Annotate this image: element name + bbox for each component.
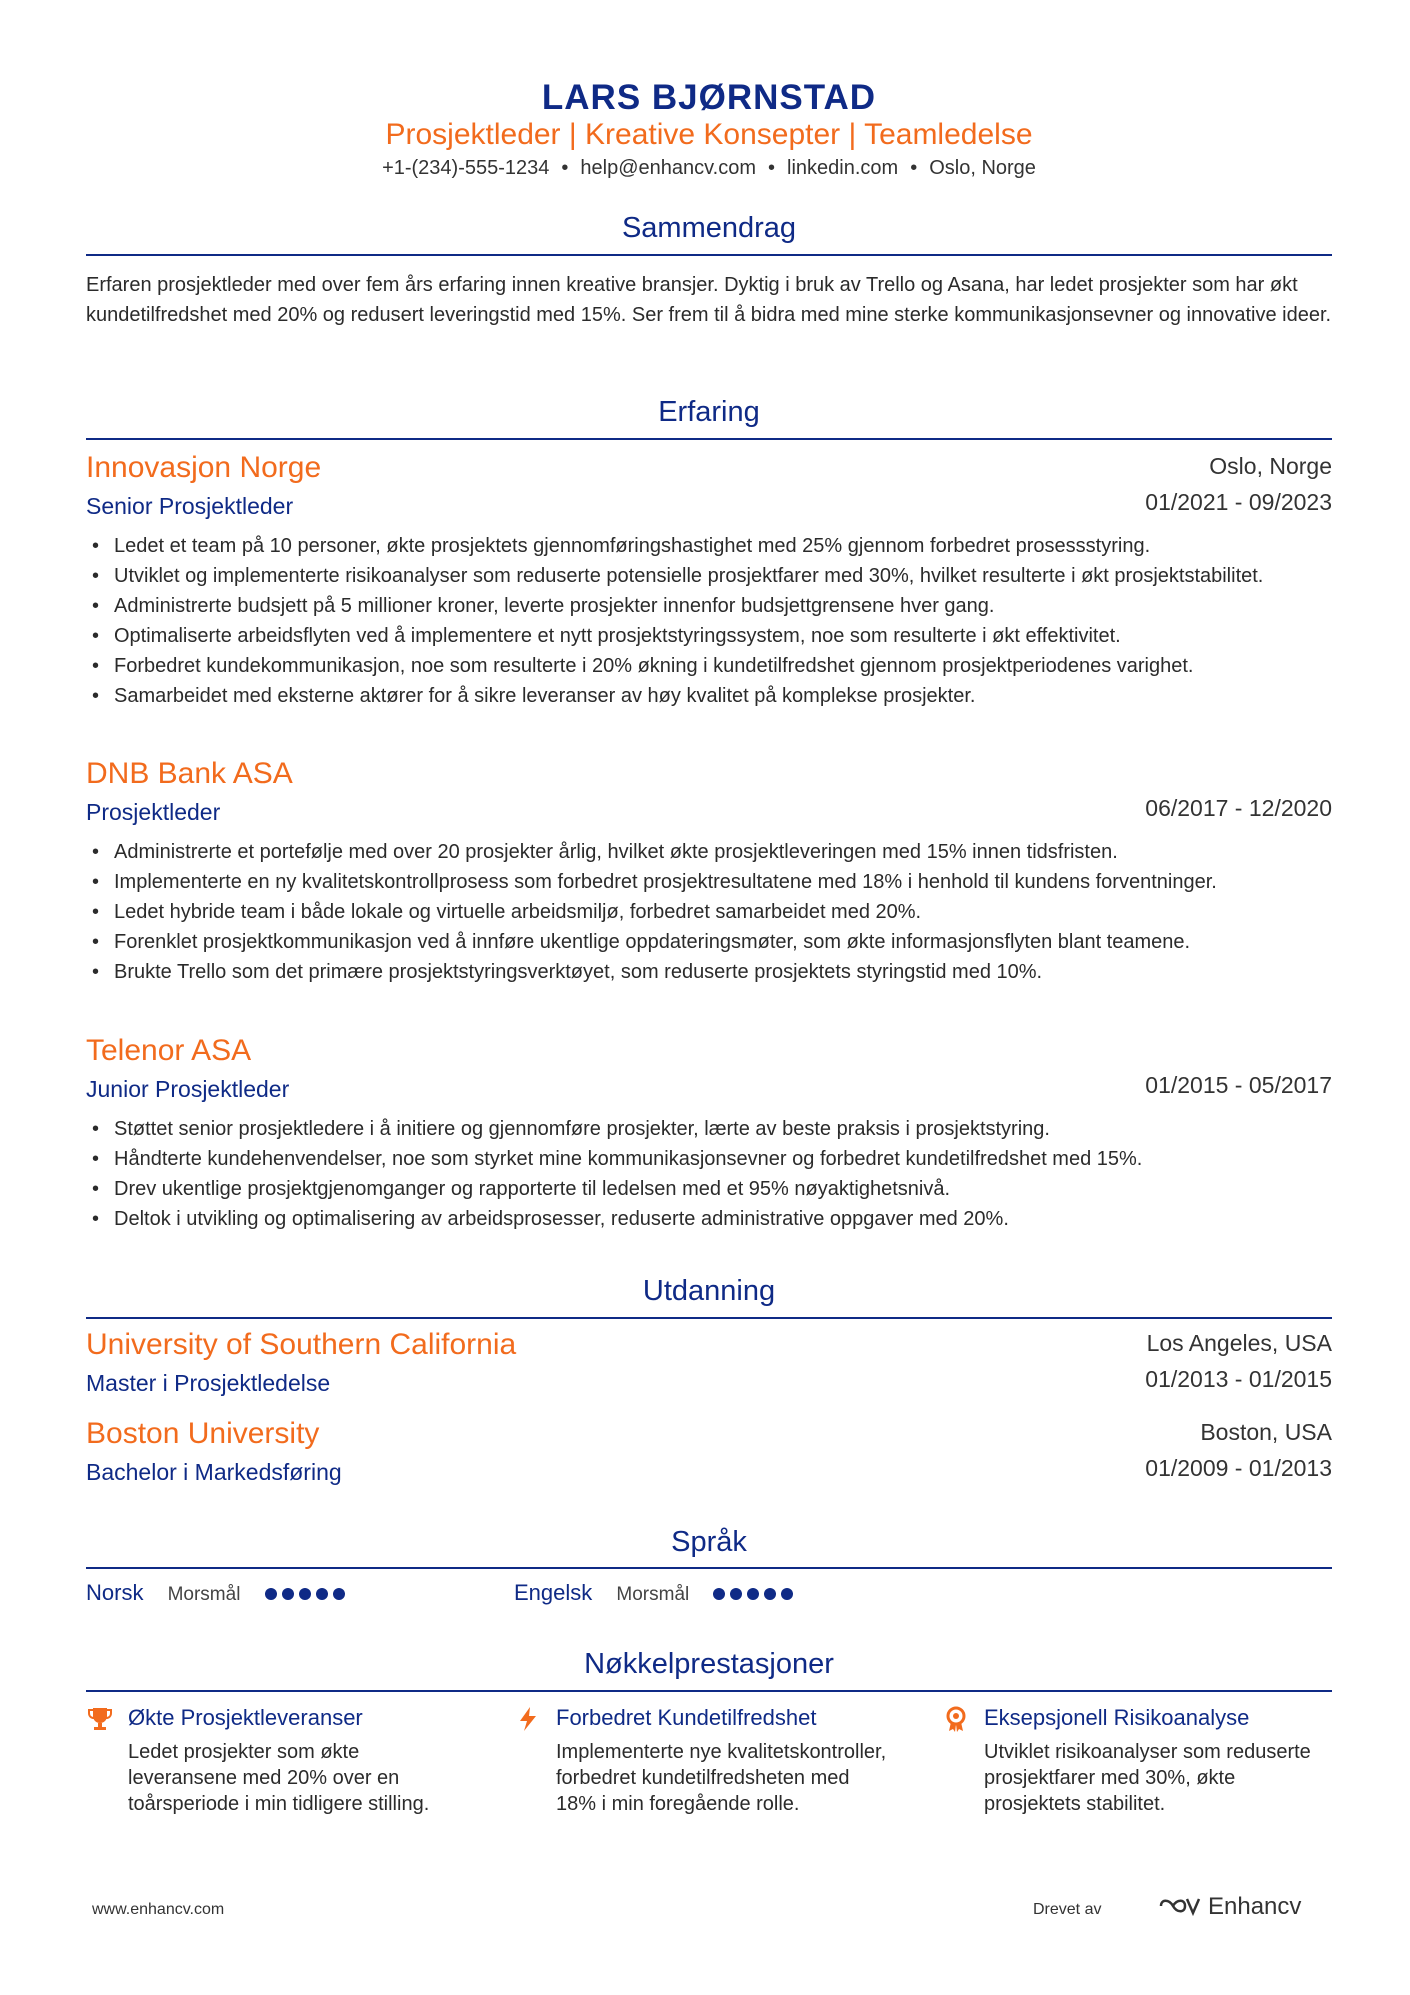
experience-entry — [86, 449, 1332, 711]
language-name: Norsk — [86, 1580, 144, 1605]
bullet-item: • Ledet et team på 10 personer, økte prosjektets gjennomføringshastighet med 25% gjennom forbedret prosessstyring. — [114, 531, 1332, 561]
bullet-item: • Forenklet prosjektkommunikasjon ved å innføre ukentlige oppdateringsmøter, som økte informasjonsflyten blant teamene. — [114, 927, 1332, 957]
section-divider — [86, 1317, 1332, 1319]
contact-line — [86, 157, 1332, 180]
bullet-item: • Støttet senior prosjektledere i å initiere og gjennomføre prosjekter, lærte av beste praksis i prosjektstyring. — [114, 1114, 1332, 1144]
job-dates: 01/2021 - 09/2023 — [1145, 489, 1332, 515]
bullet-item: • Brukte Trello som det primære prosjektstyringsverktøyet, som reduserte prosjektets styringstid med 10%. — [114, 957, 1332, 987]
email-link[interactable]: help@enhancv.com — [580, 157, 757, 179]
school-name: Boston University — [86, 1417, 320, 1450]
company-name: Telenor ASA — [86, 1034, 252, 1067]
education-entry — [86, 1415, 1332, 1491]
achievement-title: Forbedret Kundetilfredshet — [556, 1705, 817, 1730]
proficiency-dot — [764, 1588, 776, 1600]
achievement-title: Økte Prosjektleveranser — [128, 1705, 363, 1730]
language-item — [86, 1580, 350, 1606]
section-divider — [86, 254, 1332, 256]
section-title-languages: Språk — [671, 1526, 747, 1558]
achievement-item — [86, 1703, 466, 1817]
proficiency-dot — [781, 1588, 793, 1600]
achievement-desc: Utviklet risikoanalyser som reduserte prosjektfarer med 30%, økte prosjektets stabilitet. — [984, 1741, 1311, 1815]
lightning-icon — [514, 1705, 542, 1733]
trophy-icon — [86, 1705, 114, 1733]
proficiency-dot — [299, 1588, 311, 1600]
bullet-item: • Utviklet og implementerte risikoanalyser som reduserte potensielle prosjektfarer med 30%, hvilket resulterte i økt prosjektstabilitet. — [114, 561, 1332, 591]
proficiency-dot — [333, 1588, 345, 1600]
job-dates: 01/2015 - 05/2017 — [1145, 1072, 1332, 1098]
section-title-experience: Erfaring — [658, 396, 760, 428]
bullet-item: • Administrerte budsjett på 5 millioner kroner, leverte prosjekter innenfor budsjettgrensene hver gang. — [114, 591, 1332, 621]
school-location: Boston, USA — [1200, 1419, 1332, 1445]
job-dates: 06/2017 - 12/2020 — [1145, 795, 1332, 821]
location: Oslo, Norge — [929, 157, 1036, 179]
section-title-education: Utdanning — [642, 1275, 776, 1307]
proficiency-dot — [282, 1588, 294, 1600]
achievement-item — [514, 1703, 894, 1817]
proficiency-dot — [747, 1588, 759, 1600]
bullet-item: • Ledet hybride team i både lokale og virtuelle arbeidsmiljø, forbedret samarbeidet med 20%. — [114, 897, 1332, 927]
bullet-item: • Implementerte en ny kvalitetskontrollprosess som forbedret prosjektresultatene med 18% i henhold til kundens forventninger. — [114, 867, 1332, 897]
education-entry — [86, 1326, 1332, 1402]
section-title-achievements: Nøkkelprestasjoner — [584, 1648, 834, 1680]
proficiency-dot — [265, 1588, 277, 1600]
footer-brand[interactable]: Enhancv — [1208, 1893, 1302, 1920]
proficiency-dot — [713, 1588, 725, 1600]
tagline: Prosjektleder | Kreative Konsepter | Teamledelse — [385, 118, 1033, 151]
bullet-item: • Håndterte kundehenvendelser, noe som styrket mine kommunikasjonsevner og forbedret kundetilfredshet med 15%. — [114, 1144, 1332, 1174]
experience-entry — [86, 1032, 1332, 1234]
education-dates: 01/2013 - 01/2015 — [1145, 1366, 1332, 1392]
proficiency-dot — [316, 1588, 328, 1600]
bullet-item: • Administrerte et portefølje med over 20 prosjekter årlig, hvilket økte prosjektleveringen med 15% innen tidsfristen. — [114, 837, 1332, 867]
degree: Bachelor i Markedsføring — [86, 1459, 342, 1485]
achievement-title: Eksepsjonell Risikoanalyse — [984, 1705, 1250, 1730]
school-name: University of Southern California — [86, 1328, 517, 1361]
company-name: DNB Bank ASA — [86, 757, 293, 790]
language-level: Morsmål — [167, 1584, 241, 1605]
enhancv-logo-icon — [1157, 1893, 1201, 1919]
section-title-summary: Sammendrag — [621, 212, 797, 244]
bullet-item: • Samarbeidet med eksterne aktører for å sikre leveranser av høy kvalitet på komplekse prosjekter. — [114, 681, 1332, 711]
section-divider — [86, 1690, 1332, 1692]
separator: • — [561, 157, 569, 179]
company-name: Innovasjon Norge — [86, 451, 322, 484]
bullet-list — [86, 531, 1332, 711]
phone: +1-(234)-555-1234 — [382, 157, 550, 179]
achievement-item — [942, 1703, 1322, 1817]
education-dates: 01/2009 - 01/2013 — [1145, 1455, 1332, 1481]
footer-website[interactable]: www.enhancv.com — [92, 1901, 225, 1918]
linkedin-link[interactable]: linkedin.com — [787, 157, 899, 179]
bullet-item: • Deltok i utvikling og optimalisering av arbeidsprosesser, reduserte administrative oppgaver med 20%. — [114, 1204, 1332, 1234]
proficiency-dots — [265, 1580, 350, 1606]
school-location: Los Angeles, USA — [1146, 1330, 1332, 1356]
separator: • — [768, 157, 776, 179]
summary-text: Erfaren prosjektleder med over fem års erfaring innen kreative bransjer. Dyktig i bruk av Trello og Asana, har ledet prosjekter som har økt kundetilfredshet med 20% og redusert leveringstid med 15%. Ser frem til å bidra med mine sterke kommunikasjonsevner og innovative ideer. — [86, 274, 1332, 326]
language-item — [514, 1580, 798, 1606]
achievement-desc: Ledet prosjekter som økte leveransene med 20% over en toårsperiode i min tidligere stilling. — [128, 1741, 430, 1815]
achievement-desc: Implementerte nye kvalitetskontroller, forbedret kundetilfredsheten med 18% i min foregående rolle. — [556, 1741, 887, 1815]
bullet-item: • Drev ukentlige prosjektgjenomganger og rapporterte til ledelsen med et 95% nøyaktighetsnivå. — [114, 1174, 1332, 1204]
language-level: Morsmål — [616, 1584, 690, 1605]
job-role: Prosjektleder — [86, 799, 221, 825]
footer-powered-by: Drevet av — [1033, 1901, 1102, 1918]
job-role: Senior Prosjektleder — [86, 493, 294, 519]
proficiency-dot — [730, 1588, 742, 1600]
candidate-name: LARS BJØRNSTAD — [541, 78, 877, 117]
bullet-item: • Optimaliserte arbeidsflyten ved å implementere et nytt prosjektstyringssystem, noe som resulterte i økt effektivitet. — [114, 621, 1332, 651]
bullet-item: • Forbedret kundekommunikasjon, noe som resulterte i 20% økning i kundetilfredshet gjennom prosjektperiodenes varighet. — [114, 651, 1332, 681]
section-divider — [86, 1567, 1332, 1569]
award-icon — [942, 1705, 970, 1733]
section-divider — [86, 438, 1332, 440]
bullet-list — [86, 837, 1332, 987]
job-role: Junior Prosjektleder — [86, 1076, 290, 1102]
degree: Master i Prosjektledelse — [86, 1370, 331, 1396]
bullet-list — [86, 1114, 1332, 1234]
job-location: Oslo, Norge — [1209, 453, 1332, 479]
proficiency-dots — [713, 1580, 798, 1606]
experience-entry — [86, 755, 1332, 987]
separator: • — [910, 157, 918, 179]
language-name: Engelsk — [514, 1580, 593, 1605]
